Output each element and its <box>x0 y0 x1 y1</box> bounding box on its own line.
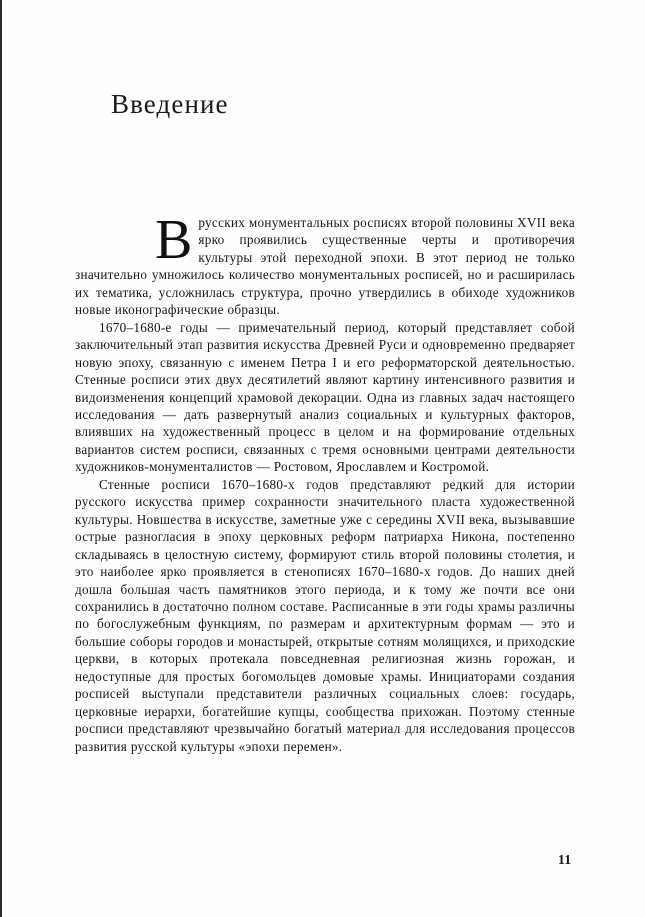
paragraph-1 <box>75 209 575 319</box>
page-number: 11 <box>558 852 572 867</box>
drop-cap-letter: В <box>155 209 193 271</box>
page-title: Введение <box>111 89 229 120</box>
body-text-column <box>75 209 575 755</box>
paragraph-3: Стенные росписи 1670–1680-х годов представляют редкий для истории русского искусства пример сохранности значительного пласта художественной культуры. Новшества в искусстве, заметные уже с середины XVII века, вызывавшие острые разногласия в эпоху церковных реформ патриарха Никона, постепенно складываясь в целостную систему, формируют стиль второй половины столетия, и это наиболее ярко проявляется в стенописях 1670–1680-х годов. До наших дней дошла большая часть памятников этого периода, и к тому же почти все они сохранились в достаточно полном составе. Расписанные в эти годы храмы различны по богослужебным функциям, по размерам и архитектурным формам — это и большие соборы городов и монастырей, открытые сотням молящихся, и приходские церкви, в которых протекала повседневная религиозная жизнь горожан, и недоступные для простых богомольцев домовые храмы. Инициаторами создания росписей выступали представители различных социальных слоев: государь, церковные иерархи, богатейшие купцы, сообщества прихожан. Поэтому стенные росписи представляют чрезвычайно богатый материал для исследования процессов развития русской культуры «эпохи перемен». <box>75 476 575 754</box>
paragraph-1-text: русских монументальных росписях второй половины XVII века ярко проявились существенные черты и противоречия культуры этой переходной эпохи. В этот период не только значительно умножилось количество монументальных росписей, но и расширилась их тематика, усложнилась структура, прочно утвердились в обиходе художников новые иконографические образцы. <box>75 215 575 318</box>
paragraph-2: 1670–1680-е годы — примечательный период, который представляет собой заключительный этап развития искусства Древней Руси и одновременно предваряет новую эпоху, связанную с именем Петра I и его реформаторской деятельностью. Стенные росписи этих двух десятилетий являют картину интенсивного развития и видоизменения концепций храмовой декорации. Одна из главных задач настоящего исследования — дать развернутый анализ социальных и культурных факторов, влиявших на художественный процесс в целом и на формирование отдельных вариантов систем росписи, связанных с тремя основными центрами деятельности художников-монументалистов — Ростовом, Ярославлем и Костромой. <box>75 319 575 475</box>
